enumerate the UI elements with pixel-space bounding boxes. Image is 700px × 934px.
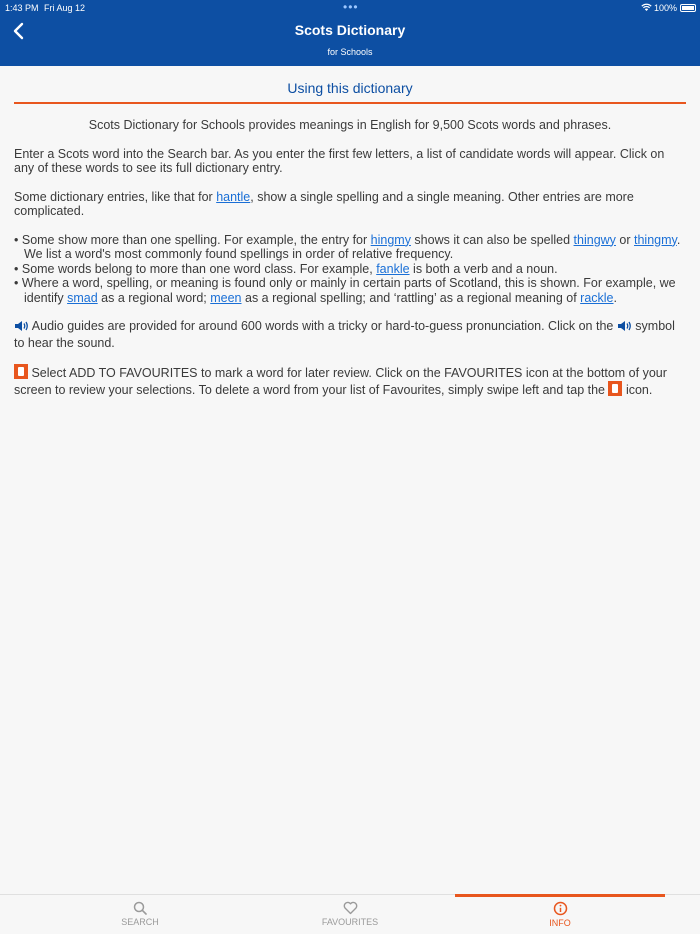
list-item: • Some words belong to more than one word class. For example, fankle is both a verb and a noun. (14, 262, 686, 277)
battery-percentage: 100% (654, 3, 678, 13)
app-header (0, 0, 700, 66)
wifi-icon (641, 2, 652, 14)
tab-bar (0, 894, 700, 934)
section-divider (14, 102, 686, 104)
status-time: 1:43 PM (5, 3, 39, 13)
heart-icon (343, 901, 358, 915)
info-icon (553, 901, 568, 916)
active-tab-indicator (455, 894, 665, 897)
section-title: Using this dictionary (287, 80, 413, 96)
multitasking-dots-icon[interactable]: ••• (343, 0, 359, 14)
link-hingmy[interactable]: hingmy (370, 232, 411, 247)
link-rackle[interactable]: rackle (580, 290, 614, 305)
intro-paragraph: Scots Dictionary for Schools provides meanings in English for 9,500 Scots words and phrases. (88, 118, 612, 132)
speaker-icon (617, 320, 632, 336)
link-smad[interactable]: smad (67, 290, 98, 305)
list-item: • Where a word, spelling, or meaning is found only or mainly in certain parts of Scotland, this is shown. For example, we identify smad as a regional word; meen as a regional spelling; and ‘rattling’ as a regional meaning of rackle. (14, 276, 686, 305)
tab-info[interactable] (500, 901, 620, 928)
search-help-paragraph: Enter a Scots word into the Search bar. As you enter the first few letters, a list of candidate words will appear. Click on any of these words to see its full dictionary entry. (14, 146, 665, 175)
tab-search-label: SEARCH (121, 917, 159, 927)
battery-icon (680, 4, 696, 12)
link-fankle[interactable]: fankle (376, 261, 410, 276)
status-date: Fri Aug 12 (44, 3, 86, 13)
entries-paragraph: Some dictionary entries, like that for hantle, show a single spelling and a single meaning. Other entries are more complicated. (14, 189, 634, 218)
favourites-paragraph: Select ADD TO FAVOURITES to mark a word for later review. Click on the FAVOURITES icon at the bottom of your screen to review your selections. To delete a word from your list of Favourites, simply swipe left and tap the icon. (14, 366, 667, 397)
info-content (14, 118, 686, 411)
tab-favourites-label: FAVOURITES (321, 917, 379, 927)
tab-favourites[interactable] (290, 901, 410, 927)
list-item: • Some show more than one spelling. For example, the entry for hingmy shows it can also be spelled thingwy or thingmy. We list a word's most commonly found spellings in order of relative frequency. (14, 233, 686, 262)
link-thingwy[interactable]: thingwy (573, 232, 616, 247)
link-thingmy[interactable]: thingmy (634, 232, 677, 247)
search-icon (133, 901, 147, 915)
bookmark-icon (14, 364, 28, 379)
tab-info-label: INFO (549, 918, 571, 928)
link-meen[interactable]: meen (210, 290, 242, 305)
status-bar (0, 2, 700, 14)
page-title: Scots Dictionary (294, 22, 406, 38)
speaker-icon (14, 320, 29, 336)
link-hantle[interactable]: hantle (216, 189, 251, 204)
delete-icon (608, 381, 622, 396)
page-subtitle: for Schools (327, 47, 373, 57)
tab-search[interactable] (80, 901, 200, 927)
audio-paragraph: Audio guides are provided for around 600 words with a tricky or hard-to-guess pronunciation. Click on the symbol to hear the sound. (14, 319, 675, 350)
entry-features-list (14, 233, 686, 306)
